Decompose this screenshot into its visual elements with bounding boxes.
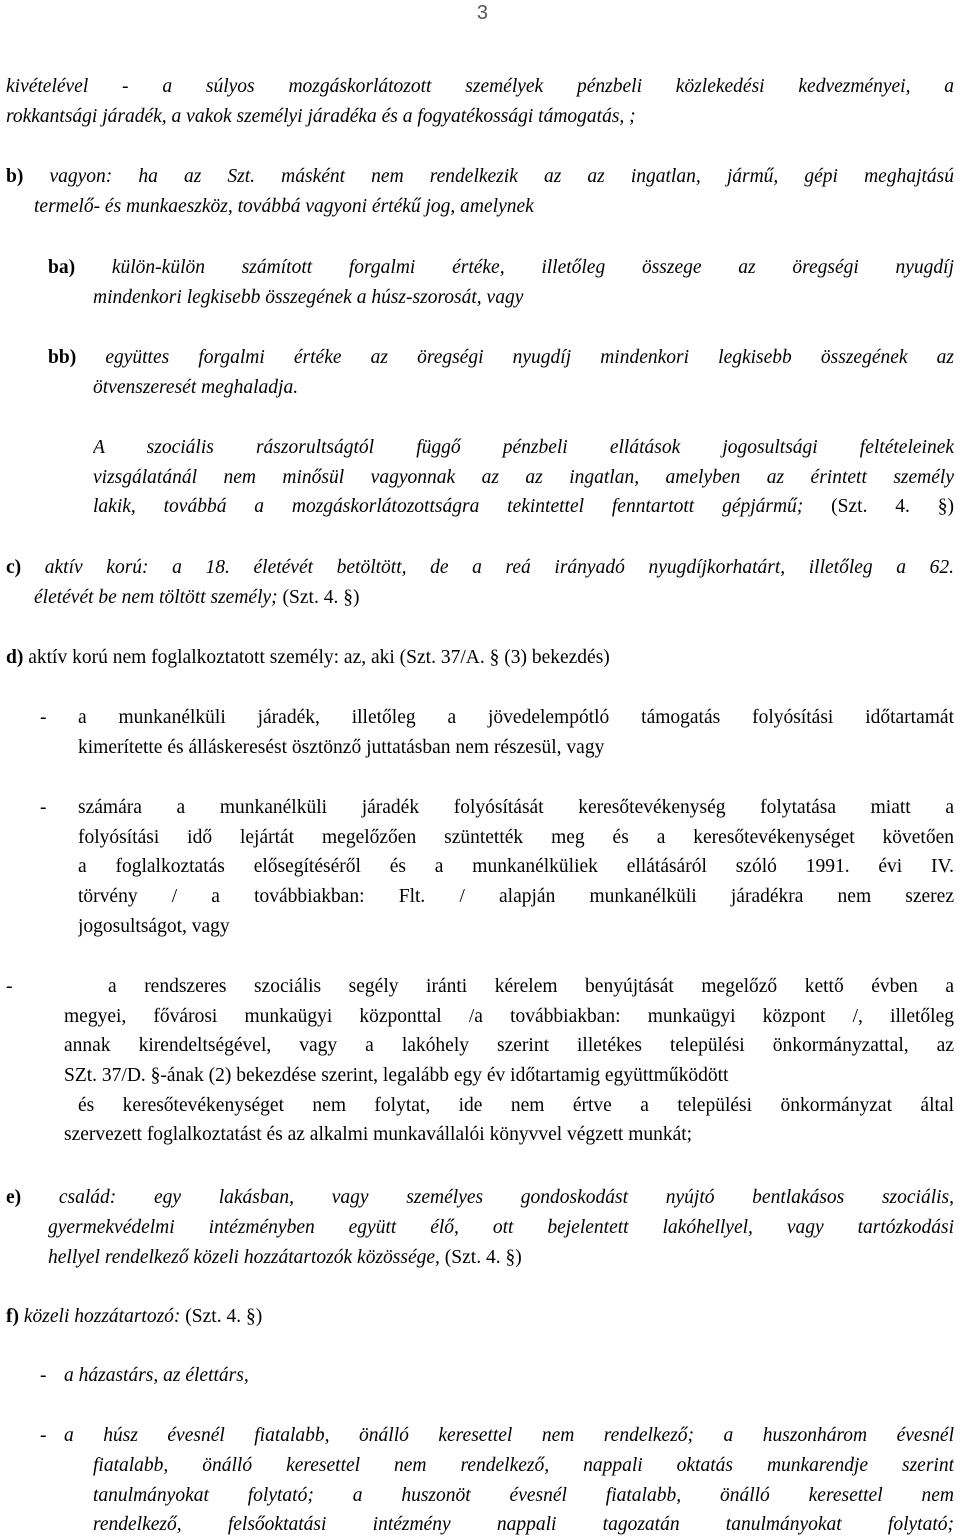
list-item-line: a húsz évesnél fiatalabb, önálló keresettel nem rendelkező; a huszonhárom évesnél [64,1425,954,1446]
section-f-citation: (Szt. 4. §) [180,1306,263,1327]
section-b-line: termelő- és munkaeszköz, továbbá vagyoni értékű jog, amelynek [34,196,534,217]
section-e-text: hellyel rendelkező közeli hozzátartozók közössége, [48,1246,440,1268]
section-bb-label: bb) [48,347,77,368]
section-b-line [6,162,954,192]
section-e-label: e) [6,1187,22,1208]
szocialis-paragraph [93,433,954,522]
section-e-citation: (Szt. 4. §) [439,1246,522,1268]
page-number: 3 [476,2,488,24]
list-dash: - [40,1425,47,1446]
section-bb-cont [93,373,954,403]
szocialis-line-text: lakik, továbbá a mozgáskorlátozottságra tekintettel fenntartott gépjármű; [93,496,804,518]
list-item-line: a házastárs, az élettárs, [64,1365,249,1386]
section-e-line [48,1243,954,1273]
section-e-text: család: egy lakásban, vagy személyes gondoskodást nyújtó bentlakásos szociális, [58,1187,954,1208]
section-e-line [6,1183,954,1213]
section-f-text: közeli hozzátartozó: [23,1306,181,1327]
list-dash: - [40,1365,47,1386]
list-item [78,793,954,941]
section-e-line: gyermekvédelmi intézményben együtt élő, ott bejelentett lakóhellyel, vagy tartózkodási [48,1217,954,1238]
section-c-text: aktív korú: a 18. életévét betöltött, de a reá irányadó nyugdíjkorhatárt, illetőleg a 62. [44,557,954,578]
list-item-line: számára a munkanélküli járadék folyósítását keresőtevékenység folytatása miatt a [78,797,954,818]
section-b [6,162,954,192]
intro-line: kivételével - a súlyos mozgáskorlátozott személyek pénzbeli közlekedési kedvezményei, a [6,76,954,97]
list-item [64,972,954,1150]
section-d [6,643,954,673]
section-ba-line: mindenkori legkisebb összegének a húsz-szorosát, vagy [93,287,524,308]
list-dash: - [40,707,47,728]
section-b-cont [34,192,954,222]
section-c-cont [34,583,954,613]
section-e [6,1183,954,1213]
list-item [64,1361,954,1391]
szocialis-line: vizsgálatánál nem minősül vagyonnak az az ingatlan, amelyben az érintett személy [93,466,954,488]
list-dash: - [6,976,13,997]
section-e-cont [48,1213,954,1272]
intro-line: rokkantsági járadék, a vakok személyi járadéka és a fogyatékossági támogatás, ; [6,105,636,127]
list-dash: - [40,797,47,818]
section-ba-line [48,253,954,283]
list-item-line: SZt. 37/D. §-ának (2) bekezdése szerint, legalább egy év időtartamig együttműködött [64,1065,729,1087]
section-ba-label: ba) [48,257,76,278]
list-item-line: kimerítette és álláskeresést ösztönző juttatásban nem részesül, vagy [78,736,605,758]
section-bb-line [48,343,954,373]
section-d-text: aktív korú nem foglalkoztatott személy: az, aki (Szt. 37/A. § (3) bekezdés) [28,647,610,668]
section-b-label: b) [6,166,24,187]
list-item-line: a foglalkoztatás elősegítéséről és a munkanélküliek ellátásáról szóló 1991. évi IV. [78,856,954,878]
section-bb [48,343,954,373]
section-c-line [6,553,954,583]
intro-paragraph [6,72,954,131]
section-bb-text: együttes forgalmi értéke az öregségi nyugdíj mindenkori legkisebb összegének az [105,347,954,368]
list-item-line: tanulmányokat folytató; a huszonöt évesnél fiatalabb, önálló keresettel nem [93,1484,954,1506]
section-bb-line: ötvenszeresét meghaladja. [93,377,299,398]
section-c [6,553,954,583]
list-item-line: a munkanélküli járadék, illetőleg a jövedelempótló támogatás folyósítási időtartamát [78,707,954,728]
list-item-line: rendelkező, felsőoktatási intézmény nappali tagozatán tanulmányokat folytató; [93,1514,954,1536]
szocialis-line [93,492,954,522]
section-c-text: életévét be nem töltött személy; [34,587,278,608]
list-item-line: megyei, fővárosi munkaügyi központtal /a továbbiakban: munkaügyi központ /, illetőleg [64,1005,954,1027]
list-item-line: fiatalabb, önálló keresettel nem rendelkező, nappali oktatás munkarendje szerint [93,1455,954,1476]
section-f-label: f) [6,1306,19,1327]
list-item-line: a rendszeres szociális segély iránti kérelem benyújtását megelőző kettő évben a [108,976,954,997]
szocialis-line: A szociális rászorultságtól függő pénzbeli ellátások jogosultsági feltételeinek [93,437,954,458]
list-item [78,703,954,762]
section-f [6,1302,954,1332]
list-item [64,1421,954,1451]
section-ba-text: külön-külön számított forgalmi értéke, illetőleg összege az öregségi nyugdíj [111,257,954,278]
section-f-line [6,1302,954,1332]
szocialis-citation: (Szt. 4. §) [803,496,954,518]
section-c-line [34,583,954,613]
list-item-line: annak kirendeltségével, vagy a lakóhely szerint illetékes települési önkormányzattal, az [64,1035,954,1057]
list-item-line: folyósítási idő lejártát megelőzően szüntették meg és a keresőtevékenységet követően [78,826,954,848]
section-d-label: d) [6,647,24,668]
list-item-cont [93,1451,954,1540]
section-ba [48,253,954,283]
section-c-citation: (Szt. 4. §) [277,587,360,608]
section-b-text: vagyon: ha az Szt. másként nem rendelkezik az az ingatlan, jármű, gépi meghajtású [49,166,954,187]
section-ba-cont [93,283,954,313]
list-item-line: és keresőtevékenységet nem folytat, ide nem értve a települési önkormányzat által [78,1094,954,1116]
list-item-line: szervezett foglalkoztatást és az alkalmi munkavállalói könyvvel végzett munkát; [64,1124,693,1146]
section-d-line [6,643,954,673]
list-item-line: törvény / a továbbiakban: Flt. / alapján munkanélküli járadékra nem szerez [78,886,954,908]
section-c-label: c) [6,557,22,578]
list-item-line: jogosultságot, vagy [78,915,230,937]
